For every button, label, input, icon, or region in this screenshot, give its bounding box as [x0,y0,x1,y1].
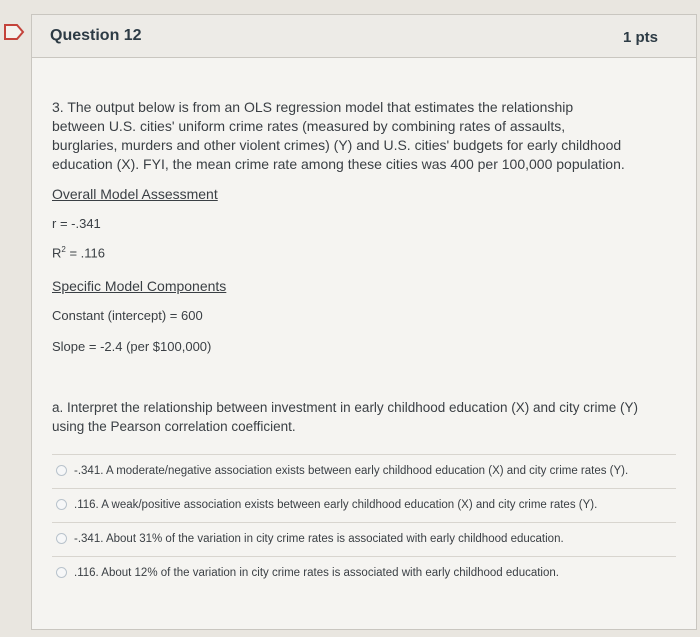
answer-label: .116. About 12% of the variation in city crime rates is associated with early childhood education. [74,567,559,580]
r-value: r = -.341 [52,216,101,231]
answer-label: -.341. About 31% of the variation in city crime rates is associated with early childhood education. [74,533,564,546]
radio-button[interactable] [56,465,67,476]
question-title: Question 12 [50,27,142,44]
question-card [31,14,697,630]
radio-button[interactable] [56,499,67,510]
components-heading: Specific Model Components [52,278,227,295]
overall-model-heading: Overall Model Assessment [52,186,218,202]
radio-button[interactable] [56,533,67,544]
question-body [32,98,696,590]
answer-label: .116. A weak/positive association exists between early childhood education (X) and city crime rates (Y). [74,499,598,512]
constant-value: Constant (intercept) = 600 [52,308,203,324]
question-points: 1 pts [622,29,658,46]
r-squared-value: $R^2 = .116$ [52,245,105,261]
answer-label: -.341. A moderate/negative association exists between early childhood education (X) and city crime rates (Y). [74,465,629,478]
answer-option[interactable] [52,454,676,488]
answer-list [52,454,676,590]
slope-value: Slope = -2.4 (per $100,000) [52,339,212,355]
radio-button[interactable] [56,567,67,578]
question-header [32,15,696,58]
answer-option[interactable] [52,488,676,522]
answer-option[interactable] [52,522,676,556]
subquestion-text: a. Interpret the relationship between investment in early childhood education (X) and city crime (Y) using the Pearson correlation coefficient. [52,400,639,435]
flag-question-marker[interactable] [0,0,34,70]
answer-option[interactable] [52,556,676,590]
question-prompt: 3. The output below is from an OLS regression model that estimates the relationship between U.S. cities' uniform crime rates (measured by combining rates of assaults, burglaries, murders and other violent crimes) (Y) and U.S. cities' budgets for early childhood education (X). FYI, the mean crime rate among these cities was 400 per 100,000 population. [52,99,625,172]
bookmark-flag-icon [2,22,28,42]
